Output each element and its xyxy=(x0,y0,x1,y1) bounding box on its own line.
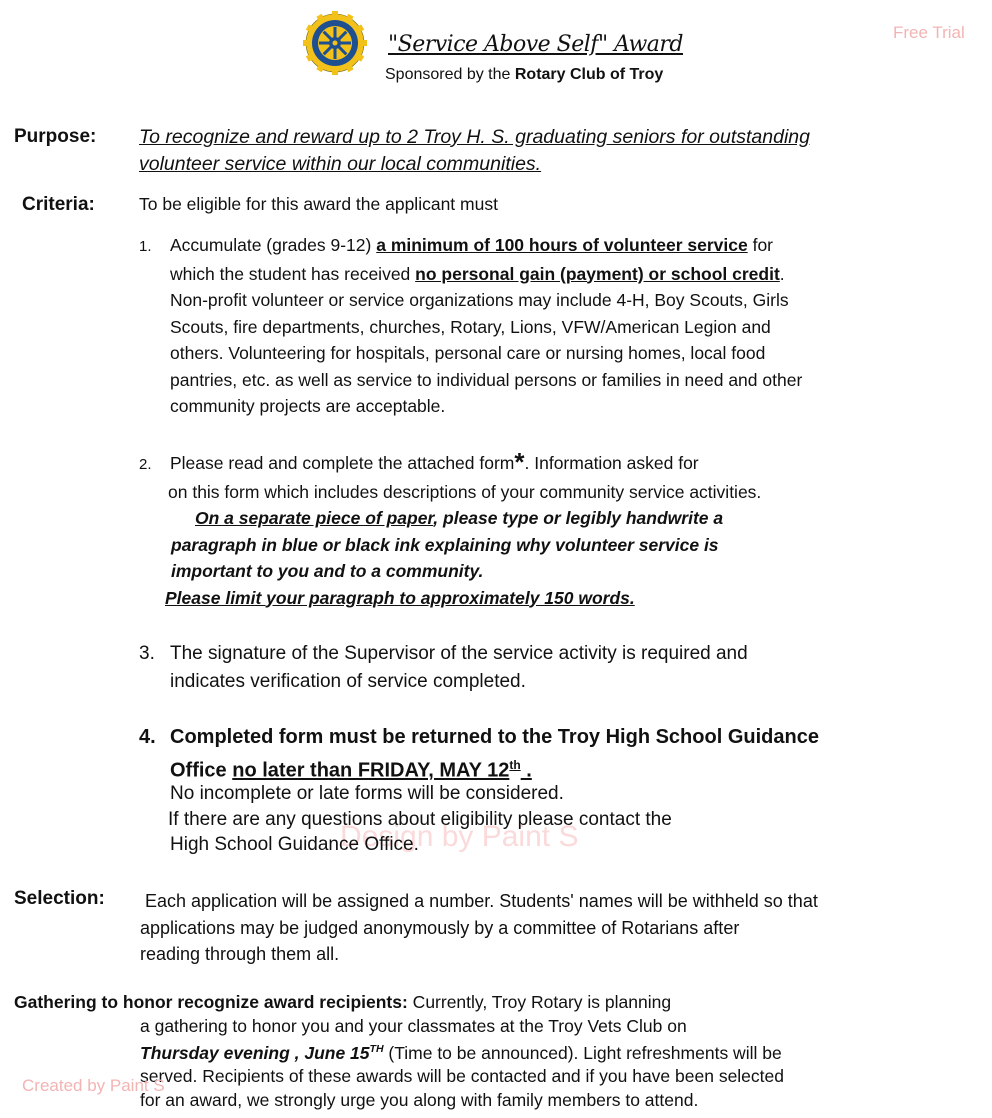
watermark-free-trial: Free Trial xyxy=(893,23,965,42)
selection-line: applications may be judged anonymously by a committee of Rotarians after xyxy=(140,917,740,938)
watermark-design: Design by Paint S xyxy=(340,820,579,853)
item-4-text: Completed form must be returned to the Troy High School Guidance xyxy=(170,726,819,748)
item-2-text: paragraph in blue or black ink explaining why volunteer service is xyxy=(171,534,719,555)
sponsor-line xyxy=(385,66,663,84)
watermark-created-by: Created by Paint S xyxy=(22,1076,165,1095)
criteria-item-2 xyxy=(139,447,762,611)
purpose-text xyxy=(139,124,810,178)
purpose-label: Purpose: xyxy=(14,126,97,147)
rotary-wheel-icon xyxy=(303,11,367,75)
item-4-deadline-sup: th xyxy=(509,758,521,772)
purpose-line-1: To recognize and reward up to 2 Troy H. S. graduating seniors for outstanding xyxy=(139,126,810,148)
gathering-text: a gathering to honor you and your classmates at the Troy Vets Club on xyxy=(140,1015,687,1036)
item-3-number: 3. xyxy=(139,643,155,664)
selection-label: Selection: xyxy=(14,888,105,909)
item-1-text: community projects are acceptable. xyxy=(170,396,446,416)
item-1-text: which the student has received xyxy=(170,263,416,284)
item-4-deadline: no later than FRIDAY, MAY 12 xyxy=(232,759,510,782)
selection-line: Each application will be assigned a number. Students' names will be withheld so that xyxy=(145,891,818,911)
criteria-item-4 xyxy=(139,723,819,785)
sponsor-name: Rotary Club of Troy xyxy=(514,66,664,83)
item-4-text: If there are any questions about eligibility please contact the xyxy=(168,808,672,830)
selection-line: reading through them all. xyxy=(140,944,340,964)
item-2-text: on this form which includes descriptions of your community service activities. xyxy=(168,481,762,502)
item-2-word-limit: Please limit your paragraph to approximately 150 words. xyxy=(165,587,635,608)
item-4-text: High School Guidance Office. xyxy=(170,834,419,855)
criteria-label: Criteria: xyxy=(22,194,95,215)
gathering-text: Currently, Troy Rotary is planning xyxy=(407,992,672,1012)
item-3-text: The signature of the Supervisor of the service activity is required and xyxy=(170,643,748,664)
item-2-separate-paper: On a separate piece of paper xyxy=(195,508,434,528)
item-1-text: Non-profit volunteer or service organizations may include 4-H, Boy Scouts, Girls xyxy=(170,290,789,310)
criteria-item-3 xyxy=(139,640,748,696)
purpose-line-2: volunteer service within our local communities. xyxy=(139,153,542,175)
item-1-text: for xyxy=(747,235,774,255)
item-1-number: 1. xyxy=(139,238,152,255)
item-3-text: indicates verification of service completed. xyxy=(170,671,526,692)
item-1-no-gain: no personal gain (payment) or school credit xyxy=(415,263,780,284)
criteria-item-1 xyxy=(139,232,802,420)
gathering-label: Gathering to honor recognize award recipients: xyxy=(14,992,408,1012)
item-1-text: Scouts, fire departments, churches, Rotary, Lions, VFW/American Legion and xyxy=(170,316,771,337)
criteria-intro: To be eligible for this award the applicant must xyxy=(139,194,498,214)
selection-text xyxy=(140,888,818,968)
item-1-text: . xyxy=(779,263,785,284)
gathering-date: Thursday evening , June 15 xyxy=(140,1042,370,1063)
item-1-text: pantries, etc. as well as service to individual persons or families in need and other xyxy=(170,369,803,390)
item-4-number: 4. xyxy=(139,726,156,748)
gathering-text: (Time to be announced). Light refreshments will be xyxy=(383,1042,782,1063)
item-2-text: . Information asked for xyxy=(524,453,699,473)
item-1-text: Accumulate (grades 9-12) xyxy=(170,235,377,255)
asterisk: * xyxy=(514,447,525,477)
item-2-text: important to you and to a community. xyxy=(171,561,484,581)
criteria-item-4-notes xyxy=(139,781,672,858)
item-4-text: No incomplete or late forms will be considered. xyxy=(170,783,564,804)
gathering-date-sup: TH xyxy=(369,1043,384,1055)
item-1-text: others. Volunteering for hospitals, personal care or nursing homes, local food xyxy=(170,343,766,363)
sponsor-prefix: Sponsored by the xyxy=(385,66,515,83)
item-4-text: . xyxy=(520,759,532,782)
item-1-min-hours: a minimum of 100 hours of volunteer service xyxy=(376,235,748,255)
item-2-text: Please read and complete the attached form xyxy=(170,453,515,473)
gathering-text: for an award, we strongly urge you along with family members to attend. xyxy=(140,1089,699,1110)
award-title: "Service Above Self" Award xyxy=(388,32,684,57)
item-4-text: Office xyxy=(170,759,233,782)
gathering-text: served. Recipients of these awards will be contacted and if you have been selected xyxy=(140,1066,784,1087)
item-2-text: , please type or legibly handwrite a xyxy=(433,508,724,528)
item-2-number: 2. xyxy=(139,456,152,473)
